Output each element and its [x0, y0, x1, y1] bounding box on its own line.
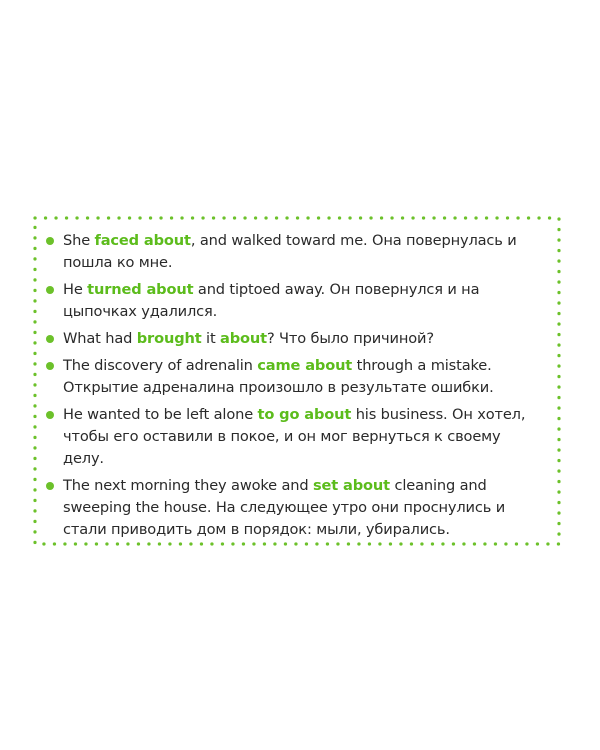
example-text: The discovery of adrenalin — [63, 357, 258, 374]
example-text: He — [63, 281, 88, 298]
example-text: , and walked toward me. Она повернулась и пошла ко мне. — [63, 232, 517, 271]
example-text: She — [63, 232, 95, 249]
phrasal-verb-highlight: faced about — [94, 232, 191, 249]
phrasal-verb-highlight: brought — [136, 330, 202, 347]
example-text: He wanted to be left alone — [63, 406, 258, 423]
example-item — [33, 279, 561, 323]
example-text: The next morning they awoke and — [63, 477, 313, 494]
bullet-icon — [46, 362, 54, 370]
example-item — [33, 404, 561, 470]
bullet-icon — [46, 411, 54, 419]
phrasal-verb-highlight: turned about — [87, 281, 194, 298]
phrasal-verb-highlight: about — [220, 330, 267, 347]
example-item — [33, 355, 561, 399]
example-text: his business. Он хотел, чтобы его оставили в покое, и он мог вернуться к своему делу. — [63, 406, 526, 467]
bullet-icon — [46, 335, 54, 343]
phrasal-verb-highlight: to go about — [257, 406, 352, 423]
bullet-icon — [46, 237, 54, 245]
example-item — [33, 328, 561, 350]
example-item — [33, 230, 561, 274]
example-text: ? Что было причиной? — [266, 330, 434, 347]
example-list — [33, 230, 561, 546]
phrasal-verb-highlight: set about — [312, 477, 390, 494]
example-item — [33, 475, 561, 541]
bullet-icon — [46, 482, 54, 490]
phrasal-verb-highlight: came about — [257, 357, 353, 374]
bullet-icon — [46, 286, 54, 294]
example-text: it — [201, 330, 221, 347]
example-text: cleaning and sweeping the house. На следующее утро они проснулись и стали приводить дом в порядок: мыли, убирались. — [63, 477, 506, 538]
example-text: and tiptoed away. Он повернулся и на цыпочках удалился. — [63, 281, 480, 320]
example-card — [33, 216, 561, 546]
example-text: What had — [63, 330, 137, 347]
example-text: through a mistake. Открытие адреналина произошло в результате ошибки. — [63, 357, 494, 396]
